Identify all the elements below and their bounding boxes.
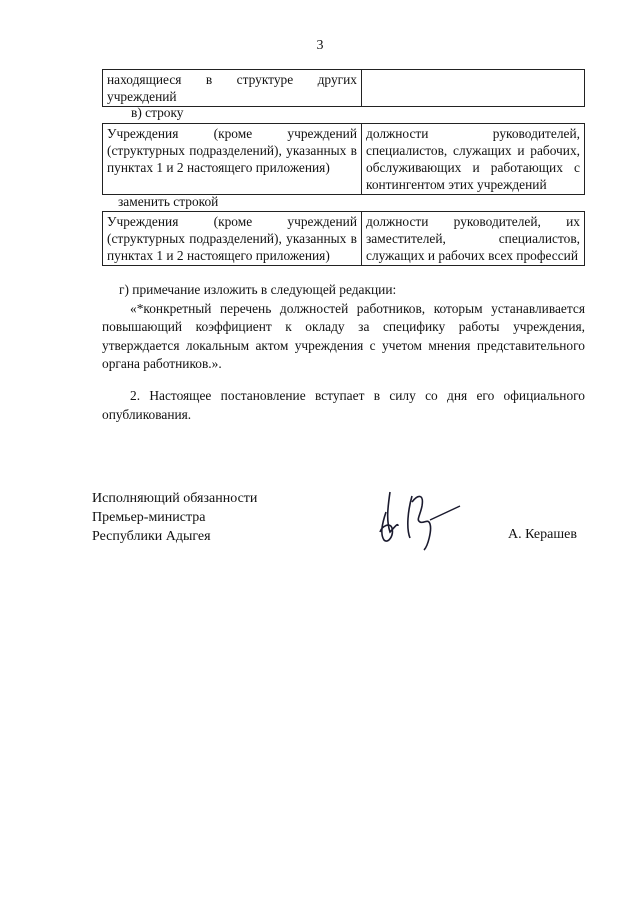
table-cell-right (362, 70, 585, 107)
table-cell-left: Учреждения (кроме учреждений (структурных подразделений), указанных в пунктах 1 и 2 настоящего приложения) (103, 212, 362, 266)
table-cell-right: должности руководителей, их заместителей, специалистов, служащих и рабочих всех профессий (362, 212, 585, 266)
label-replace: заменить строкой (118, 194, 219, 209)
signer-line-1: Исполняющий обязанности (92, 491, 258, 506)
signer-title (92, 489, 257, 546)
table-row-institutions-other (102, 69, 585, 107)
clause-2-text: 2. Настоящее постановление вступает в силу со дня его официального опубликования. (102, 388, 585, 422)
note-section (102, 281, 585, 374)
handwritten-signature (372, 482, 472, 552)
table-row-new (102, 211, 585, 266)
note-intro: г) примечание изложить в следующей редакции: (119, 282, 397, 297)
clause-2 (102, 387, 585, 424)
page-number: 3 (316, 38, 324, 53)
table-cell-left: Учреждения (кроме учреждений (структурных подразделений), указанных в пунктах 1 и 2 настоящего приложения) (103, 124, 362, 195)
signer-line-2: Премьер-министра (92, 510, 206, 525)
signer-name: А. Керашев (508, 527, 577, 542)
table-cell-right: должности руководителей, специалистов, служащих и рабочих, обслуживающих и работающих с контингентом этих учреждений (362, 124, 585, 195)
note-text: «*конкретный перечень должностей работников, которым устанавливается повышающий коэффициент к окладу за специфику работы учреждения, утверждается локальным актом учреждения с учетом мнения представительного органа работников.». (102, 300, 585, 371)
table-cell-left: находящиеся в структуре других учреждений (103, 70, 362, 107)
signer-line-3: Республики Адыгея (92, 529, 211, 544)
table-row-old (102, 123, 585, 195)
label-line-b: в) строку (131, 105, 184, 120)
